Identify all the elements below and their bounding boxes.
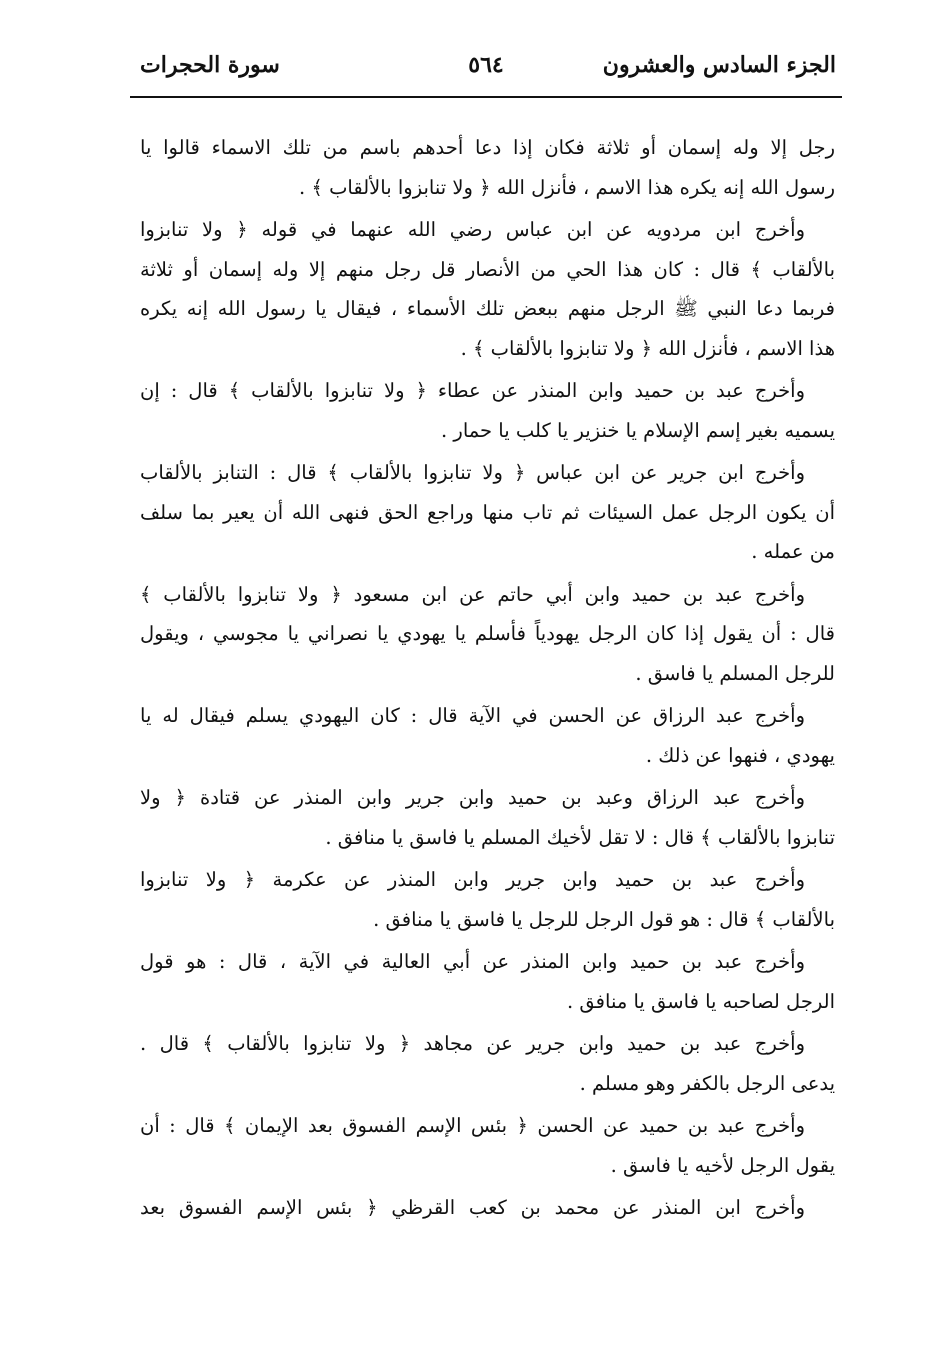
text-line: وأخرج عبد بن حميد وابن أبي حاتم عن ابن مسعود ﴿ ولا تنابزوا بالألقاب ﴾ xyxy=(140,582,805,606)
surah-name: سورة الحجرات xyxy=(140,52,280,78)
text-line: رجل إلا وله إسمان أو ثلاثة فكان إذا دعا أحدهم باسم من تلك الاسماء قالوا يا xyxy=(140,136,835,159)
paragraph xyxy=(140,1106,835,1185)
paragraph xyxy=(140,942,835,1021)
text-line: وأخرج عبد بن حميد عن الحسن ﴿ بئس الإسم الفسوق بعد الإيمان ﴾ قال : أن xyxy=(140,1114,805,1137)
running-head: الجزء السادس والعشرون xyxy=(602,52,836,78)
paragraph xyxy=(140,128,835,207)
text-line: أن يكون الرجل عمل السيئات ثم تاب منها وراجع الحق فنهى الله أن يعير بما سلف xyxy=(140,500,835,524)
paragraph xyxy=(140,210,835,368)
paragraph xyxy=(140,1024,835,1103)
page-number: ٥٦٤ xyxy=(468,52,504,78)
text-line: وأخرج عبد الرزاق وعبد بن حميد وابن جرير وابن المنذر عن قتادة ﴿ ولا xyxy=(140,786,805,809)
text-line: يهودي ، فنهوا عن ذلك . xyxy=(645,743,835,767)
text-line: هذا الاسم ، فأنزل الله ﴿ ولا تنابزوا بالألقاب ﴾ . xyxy=(460,336,835,360)
body-text xyxy=(140,128,835,1231)
text-line: بالألقاب ﴾ قال : كان هذا الحي من الأنصار قل رجل منهم إلا وله إسمان أو ثلاثة xyxy=(140,257,835,281)
text-line: وأخرج ابن جرير عن ابن عباس ﴿ ولا تنابزوا بالألقاب ﴾ قال : التنابز بالألقاب xyxy=(140,461,805,484)
text-line: بالألقاب ﴾ قال : هو قول الرجل للرجل يا فاسق يا منافق . xyxy=(373,907,835,931)
text-line: الرجل لصاحبه يا فاسق يا منافق . xyxy=(567,989,835,1013)
paragraph xyxy=(140,860,835,939)
text-line: فربما دعا النبي ﷺ الرجل منهم ببعض تلك الأسماء ، فيقال يا رسول الله إنه يكره xyxy=(140,297,835,320)
text-line: قال : أن يقول إذا كان الرجل يهودياً فأسلم يا يهودي يا نصراني يا مجوسي ، ويقول xyxy=(140,622,835,645)
text-line: وأخرج عبد بن حميد وابن المنذر عن عطاء ﴿ ولا تنابزوا بالألقاب ﴾ قال : إن xyxy=(140,379,805,402)
paragraph xyxy=(140,575,835,694)
text-line: يدعى الرجل بالكفر وهو مسلم . xyxy=(579,1071,835,1095)
text-line: وأخرج ابن مردويه عن ابن عباس رضي الله عنهما في قوله ﴿ ولا تنابزوا xyxy=(140,218,805,241)
text-line: رسول الله إنه يكره هذا الاسم ، فأنزل الله ﴿ ولا تنابزوا بالألقاب ﴾ . xyxy=(299,175,835,199)
text-line: يسميه بغير إسم الإسلام يا خنزير يا كلب يا حمار . xyxy=(441,418,835,442)
text-line: وأخرج ابن المنذر عن محمد بن كعب القرظي ﴿ بئس الإسم الفسوق بعد xyxy=(140,1196,805,1219)
text-line: يقول الرجل لأخيه يا فاسق . xyxy=(610,1153,835,1177)
paragraph xyxy=(140,453,835,572)
paragraph xyxy=(140,696,835,775)
text-line: للرجل المسلم يا فاسق . xyxy=(635,661,835,685)
text-line: وأخرج عبد بن حميد وابن المنذر عن أبي العالية في الآية ، قال : هو قول xyxy=(140,950,805,973)
paragraph xyxy=(140,371,835,450)
text-line: وأخرج عبد الرزاق عن الحسن في الآية قال : كان اليهودي يسلم فيقال له يا xyxy=(140,704,805,727)
text-line: وأخرج عبد بن حميد وابن جرير وابن المنذر عن عكرمة ﴿ ولا تنابزوا xyxy=(140,868,805,891)
paragraph xyxy=(140,1188,835,1228)
header-rule xyxy=(130,96,842,98)
text-line: تنابزوا بالألقاب ﴾ قال : لا تقل لأخيك المسلم يا فاسق يا منافق . xyxy=(325,825,835,849)
page-header xyxy=(132,40,840,100)
paragraph xyxy=(140,778,835,857)
text-line: من عمله . xyxy=(751,540,835,563)
text-line: وأخرج عبد بن حميد وابن جرير عن مجاهد ﴿ ولا تنابزوا بالألقاب ﴾ قال . xyxy=(140,1032,805,1055)
